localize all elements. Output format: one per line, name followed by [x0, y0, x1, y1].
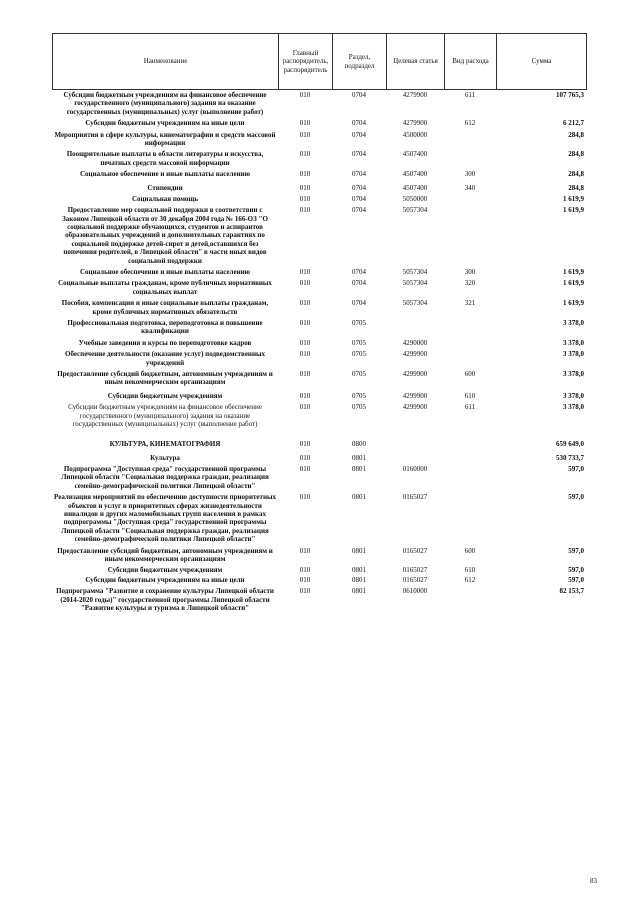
- row-sum: 284,8: [568, 130, 584, 139]
- row-admin: 010: [299, 194, 311, 203]
- row-admin: 010: [299, 318, 311, 327]
- table-row: [52, 179, 586, 192]
- row-admin: 010: [299, 91, 311, 99]
- row-target: 5057304: [402, 206, 428, 215]
- row-target: 4279900: [402, 119, 428, 128]
- row-expense-type: [444, 428, 496, 448]
- row-sum: 3 378,0: [563, 318, 584, 327]
- row-admin: 010: [299, 440, 311, 449]
- row-admin: 010: [299, 119, 311, 128]
- row-target: 5057304: [402, 268, 428, 277]
- row-admin: 010: [299, 150, 311, 159]
- table-row: [52, 276, 586, 296]
- row-name: Обеспечение деятельности (оказание услуг) подведомственных учреждений: [65, 350, 265, 367]
- table-row: [52, 203, 586, 265]
- row-sum: 597,0: [568, 575, 584, 584]
- header-sum: Сумма: [497, 34, 587, 90]
- row-section: 0800: [352, 440, 366, 449]
- row-sum: 284,8: [568, 170, 584, 179]
- row-section: 0704: [352, 183, 366, 192]
- row-sum: 107 765,3: [556, 91, 584, 99]
- row-section: 0801: [352, 566, 366, 575]
- row-admin: 010: [299, 183, 311, 192]
- row-sum: 284,8: [568, 183, 584, 192]
- row-admin: 010: [299, 587, 311, 596]
- row-section: 0705: [352, 403, 366, 412]
- row-section: 0704: [352, 268, 366, 277]
- row-sum: 597,0: [568, 566, 584, 575]
- table-header: [52, 33, 587, 90]
- row-sum: 1 619,9: [563, 299, 584, 308]
- row-admin: 010: [299, 338, 311, 347]
- header-section: Раздел, подраздел: [333, 34, 387, 90]
- row-sum: 597,0: [568, 493, 584, 502]
- row-name: Субсидии бюджетным учреждениям на иные цели: [85, 575, 245, 584]
- row-admin: 010: [299, 465, 311, 474]
- row-name: Предоставление субсидий бюджетным, автономным учреждениям и иным некоммерческим организациям: [57, 369, 273, 387]
- row-sum: 3 378,0: [563, 350, 584, 359]
- table-row: [52, 584, 586, 612]
- table-row: [52, 387, 586, 400]
- row-section: 0704: [352, 91, 366, 99]
- row-expense-type: 610: [464, 566, 476, 575]
- row-admin: 010: [299, 453, 311, 462]
- row-section: 0801: [352, 575, 366, 584]
- row-sum: 1 619,9: [563, 194, 584, 203]
- table-row: [52, 336, 586, 347]
- row-sum: 82 153,7: [559, 587, 584, 596]
- row-section: 0704: [352, 194, 366, 203]
- row-sum: 3 378,0: [563, 369, 584, 378]
- row-section: 0704: [352, 279, 366, 288]
- row-name: Субсидии бюджетным учреждениям на финансовое обеспечение государственного (муниципального) задания на оказание государственных (муниципальных) услуг (выполнение работ): [68, 403, 262, 428]
- row-section: 0801: [352, 493, 366, 502]
- table-row: [52, 296, 586, 316]
- row-expense-type: 611: [464, 91, 476, 99]
- row-name: Социальное обеспечение и иные выплаты населению: [80, 170, 250, 179]
- row-name: Подпрограмма "Развитие и сохранение культуры Липецкой области (2014-2020 годы)" государственной программы Липецкой области "Развитие культуры и туризма в Липецкой области": [56, 587, 274, 612]
- table-row: [52, 367, 586, 387]
- row-expense-type: [444, 147, 496, 167]
- row-target: 4299900: [402, 391, 428, 400]
- row-section: 0705: [352, 318, 366, 327]
- row-target: 4299900: [402, 350, 428, 359]
- row-expense-type: 321: [464, 299, 476, 308]
- table-row: [52, 316, 586, 336]
- row-target: [386, 449, 444, 462]
- row-expense-type: [444, 347, 496, 367]
- table-row: [52, 544, 586, 564]
- table-row: [52, 575, 586, 584]
- row-expense-type: [444, 128, 496, 148]
- row-target: 4290000: [402, 338, 428, 347]
- table-row: [52, 563, 586, 574]
- header-name: Наименование: [53, 34, 279, 90]
- row-expense-type: 612: [464, 575, 476, 584]
- row-target: 5057304: [402, 279, 428, 288]
- row-expense-type: [444, 203, 496, 265]
- row-name: Реализация мероприятий по обеспечению доступности приоритетных объектов и услуг в приоритетных сферах жизнедеятельности инвалидов и других маломобильных групп населения в рамках подпрограммы "Доступная среда" государственной программы Липецкой области "Социальная поддержка граждан, реализация семейно-демографической политики Липецкой области": [54, 493, 276, 544]
- row-expense-type: [444, 449, 496, 462]
- row-target: 0165027: [402, 493, 428, 502]
- row-target: 0610000: [402, 587, 428, 596]
- row-target: 0165027: [402, 546, 428, 555]
- row-section: 0704: [352, 150, 366, 159]
- row-expense-type: 300: [464, 170, 476, 179]
- row-admin: 010: [299, 350, 311, 359]
- row-name: Профессиональная подготовка, переподготовка и повышение квалификации: [67, 318, 263, 336]
- row-section: 0704: [352, 206, 366, 215]
- table-row: [52, 428, 586, 448]
- row-name: Пособия, компенсации и иные социальные выплаты гражданам, кроме публичных нормативных обязательств: [61, 299, 269, 316]
- row-expense-type: [444, 490, 496, 543]
- row-name: Мероприятия в сфере культуры, кинематографии и средств массовой информации: [54, 130, 276, 147]
- row-name: Подпрограмма "Доступная среда" государственной программы Липецкой области "Социальная поддержка граждан, реализация семейно-демографической политики Липецкой области": [61, 465, 269, 490]
- row-sum: 659 649,0: [556, 440, 584, 449]
- row-expense-type: 600: [464, 369, 476, 378]
- row-admin: 010: [299, 493, 311, 502]
- page-number: 83: [590, 877, 597, 885]
- table-row: [52, 449, 586, 462]
- row-name: Стипендии: [147, 183, 183, 192]
- row-expense-type: [444, 336, 496, 347]
- row-name: Субсидии бюджетным учреждениям: [107, 391, 223, 400]
- row-sum: 1 619,9: [563, 268, 584, 277]
- row-sum: 3 378,0: [563, 403, 584, 412]
- row-name: Учебные заведения и курсы по переподготовке кадров: [78, 338, 252, 347]
- row-name: Социальные выплаты гражданам, кроме публичных нормативных социальных выплат: [58, 279, 272, 296]
- row-name: Предоставление мер социальной поддержки в соответствии с Законом Липецкой области от 30 декабря 2004 года № 166-ОЗ "О социальной поддержке обучающихся, студентов и аспирантов образовательных учреждений и дополнительных гарантиях по социальной поддержке детей-сирот и детей,оставшихся без попечения родителей, в Липецкой области" в части иных видов социальной поддержки: [62, 206, 268, 265]
- row-sum: 1 619,9: [563, 279, 584, 288]
- row-section: 0705: [352, 391, 366, 400]
- row-target: 0165027: [402, 566, 428, 575]
- table-row: [52, 192, 586, 203]
- budget-table: [52, 89, 586, 612]
- row-target: 4507400: [402, 150, 428, 159]
- row-target: 0165027: [402, 575, 428, 584]
- row-name: Субсидии бюджетным учреждениям: [107, 566, 223, 575]
- row-admin: 010: [299, 279, 311, 288]
- row-section: 0705: [352, 338, 366, 347]
- table-row: [52, 265, 586, 276]
- row-admin: 010: [299, 546, 311, 555]
- row-expense-type: 300: [464, 268, 476, 277]
- table-row: [52, 347, 586, 367]
- row-section: 0704: [352, 119, 366, 128]
- row-expense-type: 340: [464, 183, 476, 192]
- row-name: Субсидии бюджетным учреждениям на финансовое обеспечение государственного (муниципального) задания на оказание государственных (муниципальных) услуг (выполнение работ): [63, 91, 267, 116]
- row-expense-type: 610: [464, 391, 476, 400]
- row-target: [386, 428, 444, 448]
- row-expense-type: [444, 584, 496, 612]
- row-expense-type: 320: [464, 279, 476, 288]
- row-section: 0704: [352, 299, 366, 308]
- row-expense-type: 611: [464, 403, 476, 412]
- table-row: [52, 462, 586, 490]
- row-name: Социальная помощь: [131, 194, 199, 203]
- row-name: КУЛЬТУРА, КИНЕМАТОГРАФИЯ: [109, 440, 221, 449]
- row-admin: 010: [299, 369, 311, 378]
- row-sum: 3 378,0: [563, 338, 584, 347]
- row-sum: 597,0: [568, 465, 584, 474]
- row-section: 0704: [352, 130, 366, 139]
- row-section: 0705: [352, 369, 366, 378]
- row-target: 5057304: [402, 299, 428, 308]
- row-expense-type: [444, 316, 496, 336]
- row-target: 5050000: [402, 194, 428, 203]
- table-row: [52, 167, 586, 178]
- row-name: Культура: [150, 453, 180, 462]
- row-expense-type: [444, 462, 496, 490]
- row-admin: 010: [299, 566, 311, 575]
- row-target: 4299900: [402, 403, 428, 412]
- table-row: [52, 128, 586, 148]
- table-row: [52, 400, 586, 428]
- row-sum: 284,8: [568, 150, 584, 159]
- row-target: 4507400: [402, 170, 428, 179]
- row-admin: 010: [299, 268, 311, 277]
- row-admin: 010: [299, 575, 311, 584]
- row-target: 4500000: [402, 130, 428, 139]
- row-expense-type: 600: [464, 546, 476, 555]
- row-expense-type: [444, 192, 496, 203]
- table-row: [52, 116, 586, 127]
- header-target: Целевая статья: [387, 34, 445, 90]
- row-section: 0801: [352, 465, 366, 474]
- row-name: Социальное обеспечение и иные выплаты населению: [80, 268, 250, 277]
- row-admin: 010: [299, 170, 311, 179]
- row-sum: 6 212,7: [563, 119, 584, 128]
- row-section: 0801: [352, 587, 366, 596]
- row-name: Предоставление субсидий бюджетным, автономным учреждениям и иным некоммерческим организациям: [57, 546, 273, 563]
- row-expense-type: 612: [464, 119, 476, 128]
- row-name: Поощрительные выплаты в области литературы и искусства, печатных средств массовой информации: [66, 150, 264, 167]
- table-row: [52, 490, 586, 543]
- row-sum: 530 733,7: [556, 453, 584, 462]
- row-name: Субсидии бюджетным учреждениям на иные цели: [85, 119, 245, 128]
- row-section: 0704: [352, 170, 366, 179]
- row-target: 4507400: [402, 183, 428, 192]
- table-row: [52, 89, 586, 116]
- row-section: 0801: [352, 453, 366, 462]
- row-admin: 010: [299, 299, 311, 308]
- row-sum: 597,0: [568, 546, 584, 555]
- row-section: 0705: [352, 350, 366, 359]
- row-section: 0801: [352, 546, 366, 555]
- row-sum: 3 378,0: [563, 391, 584, 400]
- row-target: 0160000: [402, 465, 428, 474]
- row-admin: 010: [299, 206, 311, 215]
- row-admin: 010: [299, 403, 311, 412]
- row-target: 4279900: [402, 91, 428, 99]
- header-expense-type: Вид расхода: [445, 34, 497, 90]
- row-target: [386, 316, 444, 336]
- row-target: 4299900: [402, 369, 428, 378]
- header-admin: Главный распорядитель, распорядитель: [279, 34, 333, 90]
- row-admin: 010: [299, 391, 311, 400]
- row-admin: 010: [299, 130, 311, 139]
- row-sum: 1 619,9: [563, 206, 584, 215]
- table-row: [52, 147, 586, 167]
